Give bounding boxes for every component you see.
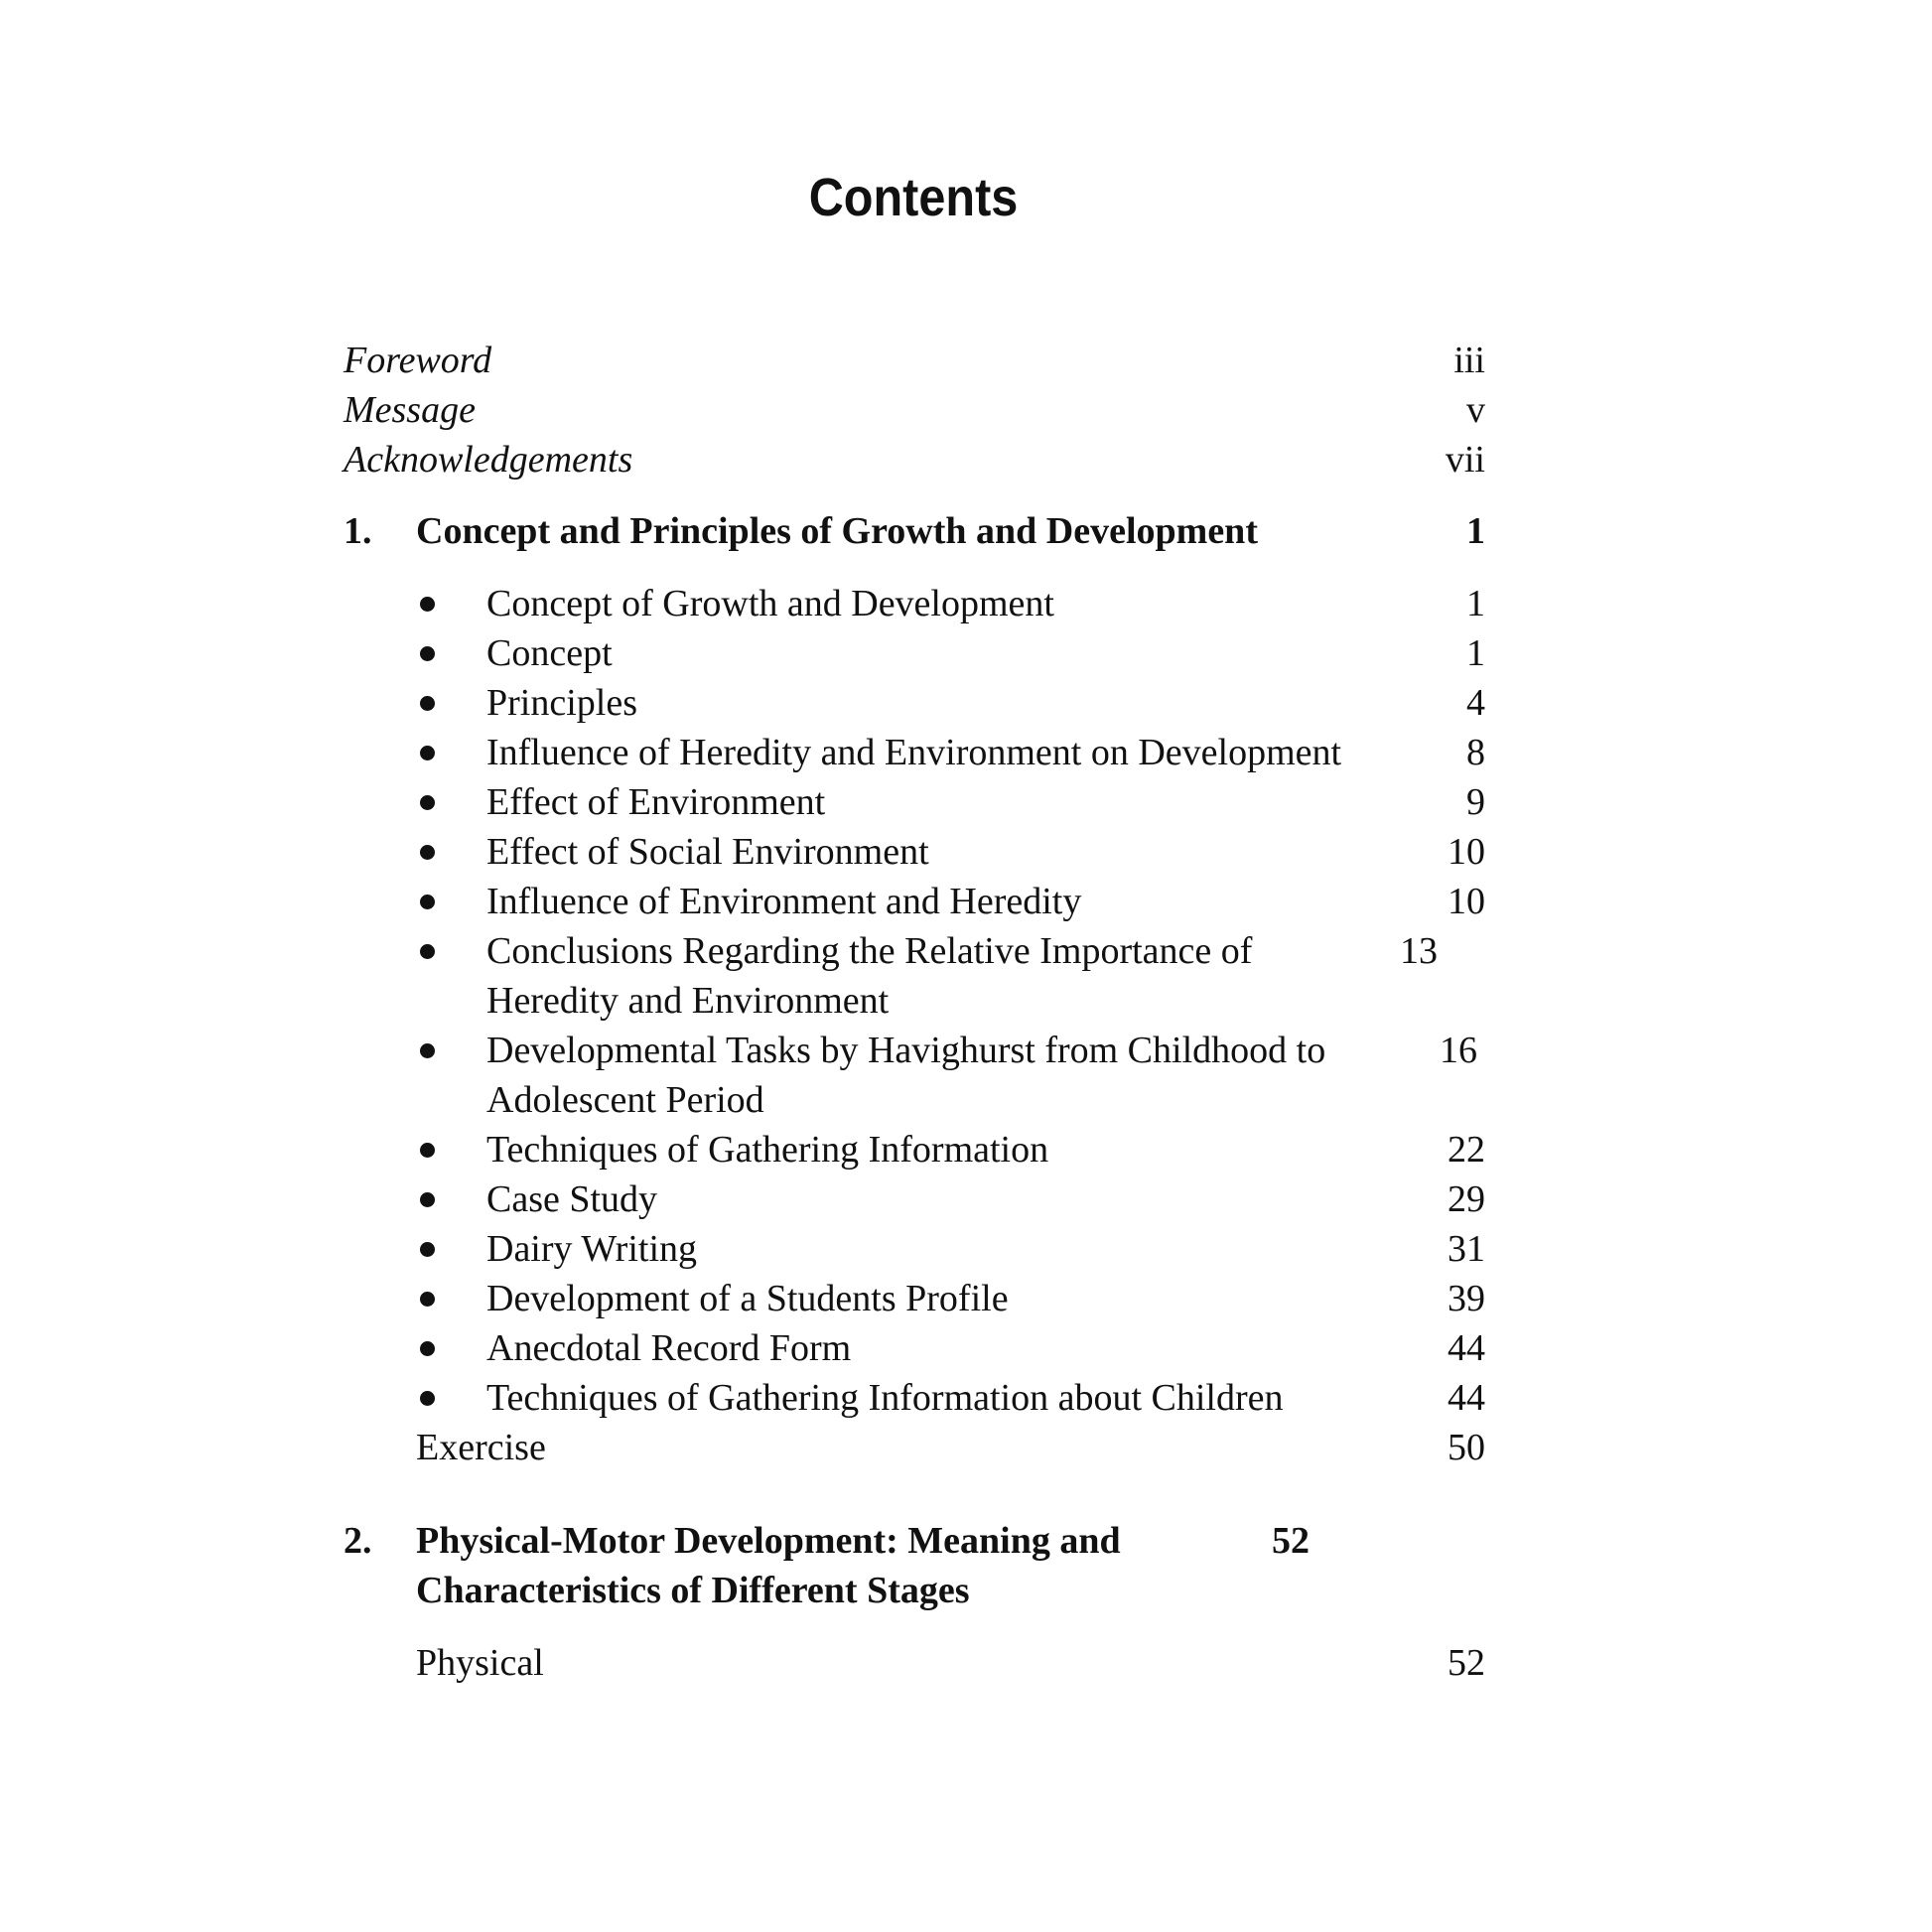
item-label: Principles: [486, 682, 637, 724]
item-label: Case Study: [486, 1178, 658, 1220]
item-label: Techniques of Gathering Information about Children: [486, 1377, 1284, 1419]
item-page: 9: [1466, 781, 1485, 823]
item-page: 10: [1448, 881, 1485, 922]
item-label: Influence of Heredity and Environment on Development: [486, 732, 1342, 773]
item-label: Effect of Environment: [486, 781, 826, 823]
entry-label: Message: [344, 389, 476, 431]
entry-label: Foreword: [344, 340, 492, 381]
item-page: 22: [1448, 1129, 1485, 1171]
item-page: 16: [1440, 1030, 1477, 1071]
item-page: 44: [1448, 1327, 1485, 1369]
chapter-2-heading[interactable]: [344, 1516, 1485, 1615]
entry-page: vii: [1445, 439, 1485, 481]
toc-item[interactable]: [344, 579, 1485, 628]
item-page: 31: [1448, 1228, 1485, 1270]
chapter-1-heading[interactable]: [344, 506, 1485, 556]
chapter-number: 1.: [344, 510, 372, 552]
exercise-page: 50: [1448, 1427, 1485, 1468]
item-page: 44: [1448, 1377, 1485, 1419]
toc-item[interactable]: [344, 1373, 1485, 1423]
table-of-contents: [344, 336, 1485, 1688]
item-page: 10: [1448, 831, 1485, 873]
toc-entry-exercise[interactable]: [344, 1423, 1485, 1472]
toc-entry-message[interactable]: [344, 385, 1485, 435]
item-label: Anecdotal Record Form: [486, 1327, 852, 1369]
toc-item[interactable]: [344, 827, 1485, 877]
toc-item[interactable]: [344, 877, 1485, 926]
item-label: Influence of Environment and Heredity: [486, 881, 1082, 922]
entry-label: Acknowledgements: [344, 439, 633, 481]
item-label: Concept of Growth and Development: [486, 583, 1054, 624]
item-label: Conclusions Regarding the Relative Importance of Heredity and Environment: [486, 930, 1253, 1022]
item-label: Development of a Students Profile: [486, 1278, 1009, 1319]
toc-item[interactable]: [344, 728, 1485, 777]
item-label: Concept: [486, 632, 613, 674]
entry-page: iii: [1453, 340, 1485, 381]
chapter-1-items: [344, 579, 1485, 1472]
toc-entry-foreword[interactable]: [344, 336, 1485, 385]
item-page: 4: [1466, 682, 1485, 724]
item-page: 13: [1400, 930, 1438, 972]
item-label: Developmental Tasks by Havighurst from Childhood to Adolescent Period: [486, 1030, 1326, 1121]
exercise-label: Exercise: [416, 1427, 546, 1468]
item-label: Effect of Social Environment: [486, 831, 929, 873]
entry-page: 52: [1448, 1642, 1485, 1684]
toc-item[interactable]: [344, 1224, 1485, 1274]
toc-item[interactable]: [344, 628, 1485, 678]
item-label: Dairy Writing: [486, 1228, 698, 1270]
toc-entry-physical[interactable]: [344, 1638, 1485, 1688]
toc-item[interactable]: [344, 777, 1485, 827]
chapter-page: 1: [1466, 510, 1485, 552]
toc-item[interactable]: [344, 678, 1485, 728]
toc-item[interactable]: [344, 926, 1485, 1026]
item-page: 29: [1448, 1178, 1485, 1220]
entry-page: v: [1466, 389, 1485, 431]
toc-item[interactable]: [344, 1323, 1485, 1373]
chapter-page: 52: [1272, 1520, 1310, 1562]
chapter-title: Concept and Principles of Growth and Development: [416, 510, 1258, 552]
item-page: 1: [1466, 583, 1485, 624]
page-title: Contents: [808, 168, 1019, 227]
item-label: Techniques of Gathering Information: [486, 1129, 1049, 1171]
toc-item[interactable]: [344, 1125, 1485, 1174]
toc-item[interactable]: [344, 1274, 1485, 1323]
chapter-title: Physical-Motor Development: Meaning and Characteristics of Different Stages: [416, 1520, 1121, 1611]
toc-item[interactable]: [344, 1026, 1485, 1125]
item-page: 8: [1466, 732, 1485, 773]
toc-item[interactable]: [344, 1174, 1485, 1224]
front-matter-list: [344, 336, 1485, 484]
entry-label: Physical: [416, 1642, 544, 1684]
item-page: 1: [1466, 632, 1485, 674]
toc-entry-acknowledgements[interactable]: [344, 435, 1485, 484]
chapter-number: 2.: [344, 1520, 372, 1562]
item-page: 39: [1448, 1278, 1485, 1319]
